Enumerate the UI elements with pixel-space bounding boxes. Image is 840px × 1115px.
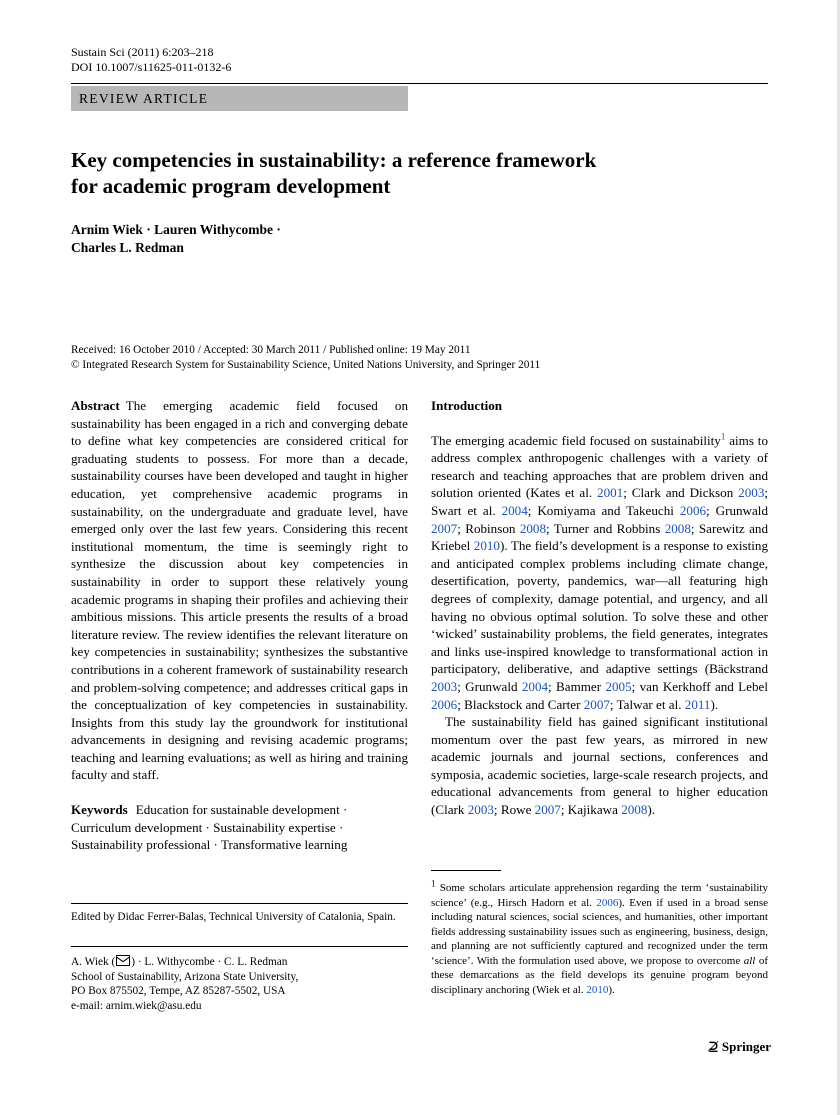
intro-paragraph-1: The emerging academic field focused on sustainability$^1$ aims to address complex anthropogenic challenges with a variety of research and teaching approaches that are problem driven and solution oriented (Kates et al. 2001; Clark and Dickson 2003; Swart et al. 2004; Komiyama and Takeuchi 2006; Grunwald 2007; Robinson 2008; Turner and Robbins 2008; Sarewitz and Kriebel 2010). The field’s development is a response to existing and anticipated complex problems including climate change, desertification, poverty, pandemics, war—all featuring high degrees of complexity, damage potential, and urgency, and all having no obvious optimal solution. To solve these and other ‘wicked’ sustainability problems, the field generates, integrates and links use-inspired knowledge to transformational action in participatory, deliberative, and adaptive settings (Bäckstrand 2003; Grunwald 2004; Bammer 2005; van Kerkhoff and Lebel 2006; Blackstock and Carter 2007; Talwar et al. 2011). [431, 431, 769, 712]
citation-link[interactable]: 2008 [621, 802, 648, 818]
journal-doi: DOI 10.1007/s11625-011-0132-6 [71, 60, 232, 74]
footer-rule-top [71, 903, 408, 904]
citation-link[interactable]: 2007 [534, 802, 561, 818]
citation-link[interactable]: 2003 [467, 802, 494, 818]
publisher-name: Springer [721, 1039, 772, 1054]
citation-link[interactable]: 2001 [597, 485, 624, 501]
right-column [431, 397, 768, 819]
keywords [71, 801, 408, 854]
journal-citation: Sustain Sci (2011) 6:203–218 [71, 45, 214, 59]
citation-link[interactable]: 2004 [521, 678, 549, 694]
citation-link[interactable]: 2010 [473, 538, 500, 554]
citation-link[interactable]: 2003 [431, 678, 458, 694]
citation-link[interactable]: 2007 [431, 520, 458, 536]
publication-dates [71, 343, 540, 373]
intro-paragraph-2: The sustainability field has gained significant institutional momentum over the past few years, as mirrored in new academic journals and journal sections, conferences and symposia, academic societies, large-scale research projects, and educational advancements from general to higher education (Clark 2003; Rowe 2007; Kajikawa 2008). [431, 714, 768, 818]
citation-link[interactable]: 2008 [664, 520, 691, 536]
citation-link[interactable]: 2003 [738, 485, 765, 501]
footer-rule-bottom [71, 946, 408, 947]
publisher-logo [708, 1039, 771, 1055]
citation-link[interactable]: 2010 [586, 983, 609, 996]
author-affiliation: A. Wiek ( ) · L. Withycombe · C. L. Redman School of Sustainability, Arizona State University, PO Box 875502, Tempe, AZ 85287-5502, USA e-mail: arnim.wiek@asu.edu [71, 955, 408, 1013]
citation-link[interactable]: 2006 [679, 502, 707, 518]
journal-info [71, 45, 231, 75]
citation-link[interactable]: 2006 [431, 696, 458, 712]
springer-horse-icon: ⊉ [708, 1039, 719, 1054]
footnote-1: $^1$ Some scholars articulate apprehension regarding the term ‘sustainability science’ (e.g., Hirsch Hadorn et al. 2006). Even if used in a broad sense including natural sciences, social sciences, and humanities, other important fields addressing sustainability issues such as engineering, business, design, and planning are not sufficiently captured and recognized under the term ‘science’. With the formulation used above, we propose to overcome all of these demarcations as the field develops its genuine program beyond disciplinary anchoring (Wiek et al. 2010). [431, 878, 769, 996]
footnote-rule [431, 870, 501, 871]
citation-link[interactable]: 2011 [684, 696, 711, 712]
citation-link[interactable]: 2006 [596, 896, 619, 909]
keywords-label: Keywords [71, 802, 128, 818]
keywords-text: Education for sustainable development · Curriculum development · Sustainability expertise · Sustainability professional · Transformative learning [71, 802, 348, 853]
edited-by: Edited by Didac Ferrer-Balas, Technical University of Catalonia, Spain. [71, 911, 396, 923]
author-list: Arnim Wiek · Lauren Withycombe · Charles L. Redman [71, 222, 281, 255]
citation-link[interactable]: 2005 [605, 678, 632, 694]
author-email: e-mail: arnim.wiek@asu.edu [71, 999, 202, 1012]
header-rule [71, 83, 768, 84]
citation-link[interactable]: 2007 [583, 696, 610, 712]
abstract [71, 397, 408, 784]
dates-line: Received: 16 October 2010 / Accepted: 30 March 2011 / Published online: 19 May 2011 [71, 344, 471, 356]
introduction-heading: Introduction [431, 398, 503, 413]
citation-link[interactable]: 2008 [519, 520, 546, 536]
email-envelope-icon [116, 955, 130, 966]
article-type-label: REVIEW ARTICLE [79, 91, 209, 106]
abstract-label: Abstract [71, 398, 120, 413]
citation-link[interactable]: 2004 [501, 502, 528, 518]
left-column [71, 397, 408, 854]
article-title: Key competencies in sustainability: a reference framework for academic program development [71, 148, 597, 198]
footnote-ref-1[interactable]: 1 [720, 431, 726, 442]
abstract-text: The emerging academic field focused on sustainability has been engaged in a rich and converging debate to define what key competencies are considered critical for graduating students to possess. For more than a decade, sustainability courses have been developed and taught in higher education, yet comprehensive academic programs in sustainability, on the undergraduate and graduate level, have emerged only over the last few years. Considering this recent institutional momentum, the time is seemingly right to synthesize the discussion about key competencies in sustainability in order to support these relatively young academic programs in shaping their profiles and achieving their ambitious missions. This article presents the results of a broad literature review. The review identifies the relevant literature on key competencies in sustainability; synthesizes the substantive contributions in a coherent framework of sustainability research and problem-solving competence; and addresses critical gaps in the conceptualization of key competencies in sustainability. Insights from this study lay the groundwork for institutional advancements in designing and revising academic programs; teaching and learning evaluations; as well as hiring and training faculty and staff. [71, 398, 408, 783]
article-type-banner [71, 86, 408, 111]
copyright-line: © Integrated Research System for Sustainability Science, United Nations University, and Springer 2011 [71, 359, 541, 371]
